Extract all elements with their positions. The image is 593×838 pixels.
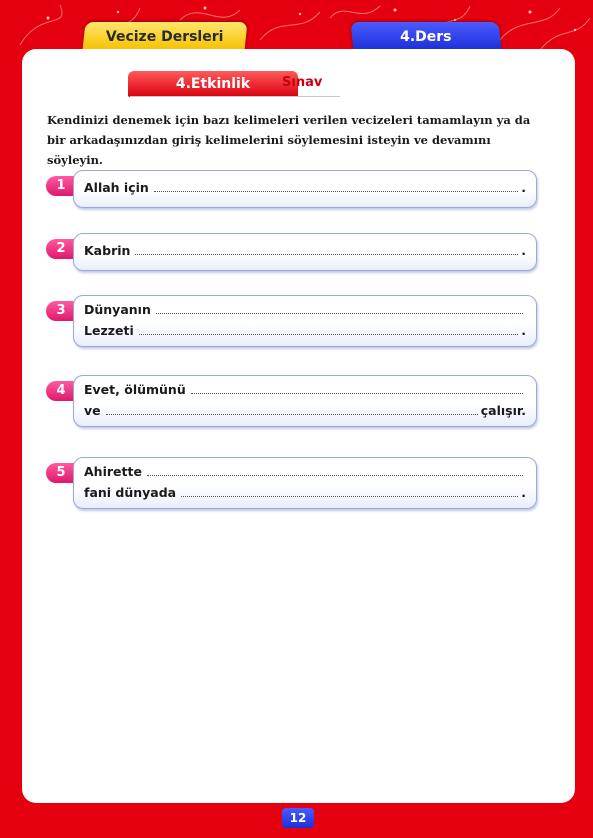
- answer-line[interactable]: [84, 323, 526, 338]
- tab-lesson-number: [351, 22, 502, 50]
- fill-in-blank: [135, 253, 518, 255]
- prompt-text: Kabrin: [84, 243, 131, 258]
- prompt-text: Allah için: [84, 180, 149, 195]
- line-end-text: .: [521, 180, 526, 195]
- fill-in-blank: [139, 333, 519, 335]
- answer-line[interactable]: [84, 403, 526, 418]
- answer-line[interactable]: [84, 464, 526, 479]
- fill-in-blank: [147, 474, 523, 476]
- activity-underline: [130, 96, 340, 97]
- activity-label: 4.Etkinlik: [128, 71, 298, 97]
- line-end-text: çalışır.: [480, 403, 526, 418]
- fill-in-blank: [154, 190, 518, 192]
- line-end-text: .: [521, 485, 526, 500]
- fill-in-blank: [181, 495, 518, 497]
- item-number-badge: 1: [46, 176, 76, 196]
- line-end-text: .: [521, 243, 526, 258]
- answer-box: [73, 295, 537, 347]
- prompt-text: Ahirette: [84, 464, 142, 479]
- item-number-badge: 4: [46, 381, 76, 401]
- page-number: 12: [282, 808, 314, 828]
- prompt-text: Lezzeti: [84, 323, 134, 338]
- answer-line[interactable]: [84, 382, 526, 397]
- answer-box: [73, 375, 537, 427]
- answer-line[interactable]: [84, 180, 526, 195]
- answer-box: [73, 457, 537, 509]
- item-number-badge: 5: [46, 463, 76, 483]
- prompt-text: Evet, ölümünü: [84, 382, 186, 397]
- line-end-text: .: [521, 323, 526, 338]
- answer-line[interactable]: [84, 485, 526, 500]
- tab-vecize-dersleri: [83, 22, 248, 50]
- activity-type: Sınav: [282, 75, 323, 90]
- prompt-text: Dünyanın: [84, 302, 151, 317]
- answer-box: [73, 170, 537, 208]
- content-panel: [22, 49, 575, 803]
- fill-in-blank: [106, 413, 478, 415]
- fill-in-blank: [191, 392, 523, 394]
- item-number-badge: 3: [46, 301, 76, 321]
- item-number-badge: 2: [46, 239, 76, 259]
- tab-lesson-number-label: 4.Ders: [400, 29, 452, 45]
- tab-vecize-dersleri-label: Vecize Dersleri: [106, 29, 224, 45]
- prompt-text: fani dünyada: [84, 485, 177, 500]
- answer-line[interactable]: [84, 243, 526, 258]
- prompt-text: ve: [84, 403, 101, 418]
- answer-box: [73, 233, 537, 271]
- answer-line[interactable]: [84, 302, 526, 317]
- instructions-text: Kendinizi denemek için bazı kelimeleri verilen vecizeleri tamamlayın ya da bir arkadaşınızdan giriş kelimelerini söylemesini isteyin ve devamını söyleyin.: [47, 113, 531, 167]
- fill-in-blank: [156, 312, 523, 314]
